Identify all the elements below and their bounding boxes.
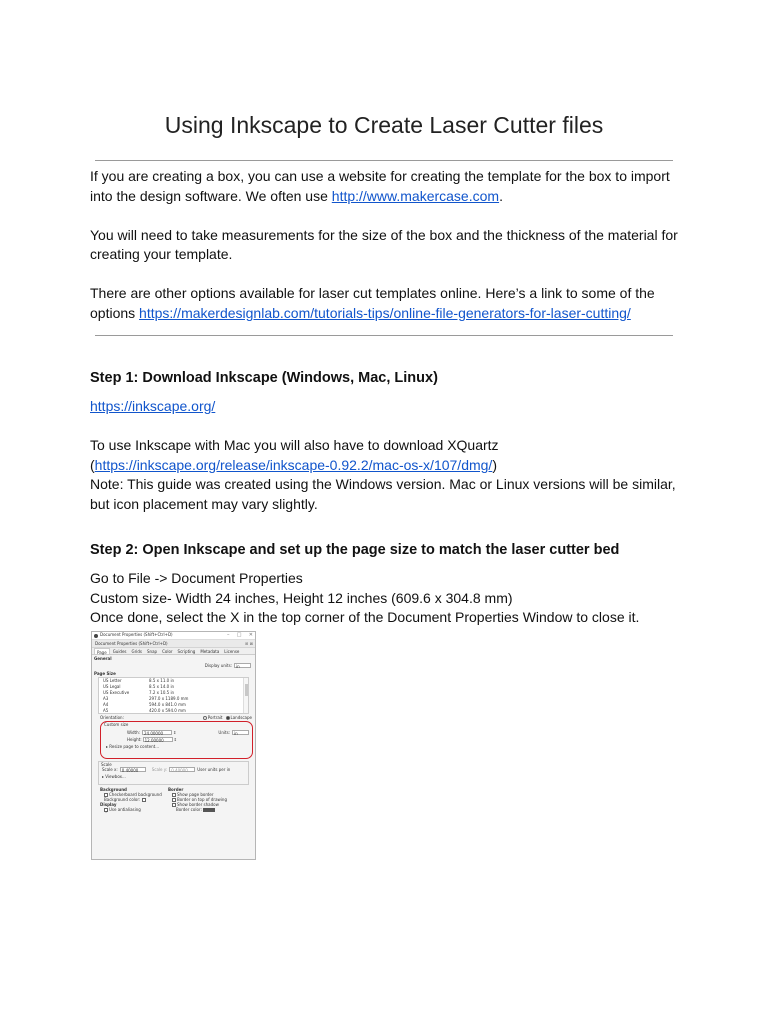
list-item[interactable]: US Legal 8.5 x 14.0 in: [103, 684, 175, 689]
display-label: Display: [100, 802, 117, 807]
border-column: [168, 787, 227, 812]
paren-close: ): [492, 456, 497, 473]
page-size-label: Page Size: [94, 671, 116, 676]
portrait-option[interactable]: Portrait: [203, 715, 223, 720]
radio-selected-icon: [226, 716, 230, 720]
list-scrollbar[interactable]: [243, 678, 248, 713]
show-border-option[interactable]: Show page border: [168, 792, 227, 797]
divider-bottom: [95, 335, 673, 336]
document-properties-screenshot: [91, 631, 256, 860]
border-shadow-option[interactable]: Show border shadow: [168, 802, 227, 807]
dialog-window-title: Document Properties (Shift+Ctrl+D): [100, 632, 173, 637]
tab-grids[interactable]: Grids: [131, 649, 143, 654]
background-color-row[interactable]: Background color:: [100, 797, 168, 802]
step2-section: [90, 569, 680, 628]
step2-heading: Step 2: Open Inkscape and set up the page size to match the laser cutter bed: [90, 542, 620, 558]
scale-x-label: Scale x:: [102, 767, 118, 772]
orientation-row: [92, 715, 255, 720]
scale-y-input[interactable]: 0.40000: [169, 767, 195, 772]
resize-page-expander[interactable]: ▸ Resize page to content...: [106, 744, 160, 749]
height-label: Height:: [127, 737, 142, 742]
xquartz-link[interactable]: https://inkscape.org/release/inkscape-0.92.2/mac-os-x/107/dmg/: [94, 456, 493, 473]
display-units-row: [92, 663, 255, 668]
scale-group: [98, 761, 249, 785]
list-item[interactable]: US Executive 7.2 x 10.5 in: [103, 690, 175, 695]
tab-scripting[interactable]: Scripting: [177, 649, 196, 654]
windows-note: Note: This guide was created using the Windows version. Mac or Linux versions will be similar, but icon placement may vary slightly.: [90, 476, 676, 512]
list-item[interactable]: A4 594.0 x 841.0 mm: [103, 702, 186, 707]
scale-y-label: Scale y:: [151, 767, 168, 772]
border-top-option[interactable]: Border on top of drawing: [168, 797, 227, 802]
scale-label: Scale: [101, 762, 112, 767]
mac-note: To use Inkscape with Mac you will also have to download XQuartz: [90, 437, 499, 453]
close-icon[interactable]: ✕: [248, 632, 253, 638]
width-label: Width:: [127, 730, 140, 735]
minimize-icon[interactable]: –: [227, 632, 230, 638]
width-row: [101, 730, 252, 735]
intro-paragraph-1: [90, 167, 680, 206]
border-color-swatch-icon: [203, 808, 215, 812]
height-stepper-icon[interactable]: ⇕: [173, 737, 177, 742]
dialog-tabs: [92, 648, 255, 655]
color-swatch-icon: [142, 798, 146, 802]
tab-license[interactable]: License: [224, 649, 240, 654]
checkbox-checked-icon: ✓: [105, 809, 109, 814]
border-color-row[interactable]: Border color:: [168, 807, 227, 812]
units-label: Units:: [218, 730, 230, 735]
step2-line-2: Custom size- Width 24 inches, Height 12 inches (609.6 x 304.8 mm): [90, 589, 513, 606]
user-units-label: User units per in: [197, 767, 231, 772]
tab-metadata[interactable]: Metadata: [200, 649, 220, 654]
viewbox-expander[interactable]: ▸ Viewbox...: [102, 774, 126, 779]
dialog-titlebar: [92, 632, 255, 640]
list-item[interactable]: A5 420.0 x 594.0 mm: [103, 708, 186, 713]
scale-x-input[interactable]: 0.40000: [120, 767, 146, 772]
background-label: Background: [100, 787, 127, 792]
custom-size-label: Custom size: [104, 722, 129, 727]
makercase-link[interactable]: http://www.makercase.com: [331, 187, 500, 204]
divider-top: [95, 160, 673, 161]
dock-controls-icon[interactable]: ⊞ ⊠: [245, 641, 253, 646]
intro-text-1-end: .: [499, 187, 503, 204]
custom-size-highlight: [100, 721, 253, 759]
page-title: Using Inkscape to Create Laser Cutter files: [164, 112, 604, 138]
landscape-option[interactable]: Landscape: [226, 715, 253, 720]
orientation-label: Orientation:: [100, 715, 124, 720]
xquartz-line: [90, 456, 680, 476]
height-input[interactable]: 12.00000: [143, 737, 173, 742]
width-stepper-icon[interactable]: ⇕: [172, 730, 177, 735]
paren-open: (: [90, 456, 95, 473]
scale-row: [99, 767, 248, 772]
border-label: Border: [168, 787, 184, 792]
background-border-section: [92, 787, 255, 812]
height-row: [101, 737, 252, 742]
inkscape-icon: [94, 634, 98, 638]
step1-heading: Step 1: Download Inkscape (Windows, Mac, Linux): [90, 370, 438, 386]
tab-color[interactable]: Color: [162, 649, 173, 654]
dialog-subtitle-bar: [92, 640, 255, 648]
antialias-option[interactable]: ✓Use antialiasing: [105, 807, 141, 814]
step2-line-1: Go to File -> Document Properties: [90, 570, 303, 586]
tab-snap[interactable]: Snap: [147, 649, 158, 654]
width-input[interactable]: 24.00000: [142, 730, 172, 735]
intro-text-3: There are other options available for laser cut templates online. Here’s a link to some of the options: [90, 285, 655, 321]
checkerboard-option[interactable]: Checkerboard background: [100, 792, 168, 797]
window-controls: [227, 633, 253, 638]
display-units-label: Display units:: [204, 663, 232, 668]
display-units-select[interactable]: in: [234, 663, 251, 668]
page-size-list[interactable]: [98, 677, 249, 714]
general-label: General: [94, 656, 112, 661]
background-column: [100, 787, 168, 812]
intro-paragraph-2: You will need to take measurements for the size of the box and the thickness of the material for creating your template.: [90, 226, 678, 262]
intro-section: [90, 167, 680, 323]
step2-line-3: Once done, select the X in the top corner of the Document Properties Window to close it.: [90, 609, 640, 625]
intro-text-1: If you are creating a box, you can use a website for creating the template for the box to import into the design software. We often use: [90, 168, 670, 204]
radio-icon: [203, 716, 207, 720]
dialog-subtitle: Document Properties (Shift+Ctrl+D): [95, 641, 168, 646]
tab-guides[interactable]: Guides: [112, 649, 127, 654]
intro-paragraph-3: [90, 284, 680, 323]
units-select[interactable]: in: [232, 730, 249, 735]
list-item[interactable]: US Letter 8.5 x 11.0 in: [103, 678, 175, 683]
step1-section: [90, 397, 680, 514]
tab-page[interactable]: Page: [94, 648, 110, 654]
list-item[interactable]: A3 297.0 x 1189.0 mm: [103, 696, 189, 701]
maximize-icon[interactable]: □: [236, 632, 242, 638]
makerdesignlab-link[interactable]: https://makerdesignlab.com/tutorials-tips/online-file-generators-for-laser-cutting/: [139, 304, 631, 321]
inkscape-link[interactable]: https://inkscape.org/: [90, 398, 216, 414]
